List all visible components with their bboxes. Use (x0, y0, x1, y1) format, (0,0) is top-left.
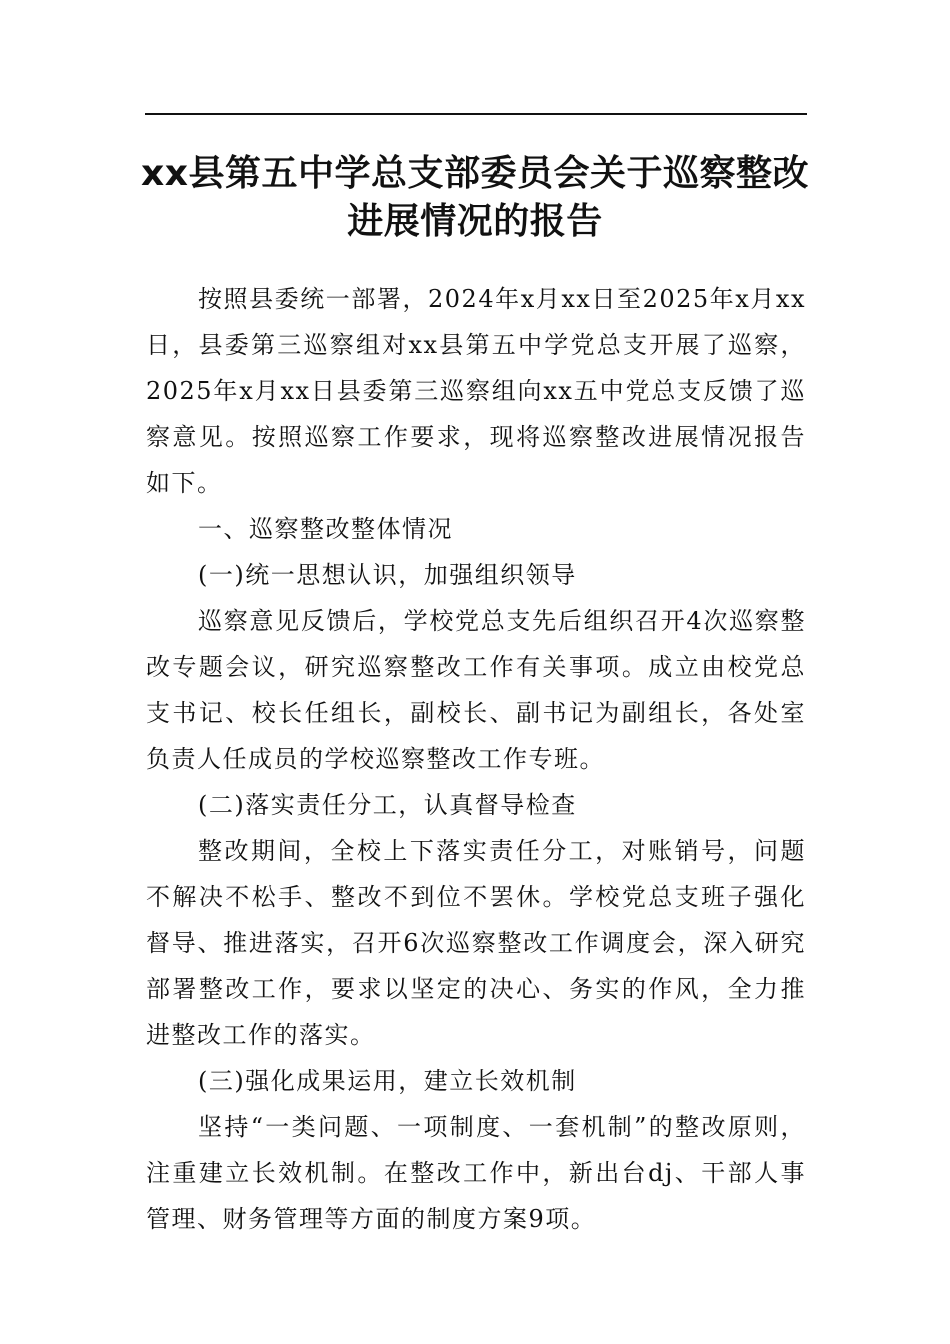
subsection-heading-2: (二)落实责任分工，认真督导检查 (198, 791, 577, 819)
title-line-1: xx县第五中学总支部委员会关于巡察整改 (141, 153, 809, 194)
document-body (146, 276, 806, 1242)
subsection-body-1: 巡察意见反馈后，学校党总支先后组织召开4次巡察整改专题会议，研究巡察整改工作有关事项。成立由校党总支书记、校长任组长，副校长、副书记为副组长，各处室负责人任成员的学校巡察整改工作专班。 (146, 607, 806, 773)
subsection-heading-3: (三)强化成果运用，建立长效机制 (198, 1067, 577, 1095)
header-divider (145, 113, 807, 115)
title-line-2: 进展情况的报告 (347, 201, 603, 242)
subsection-body-2: 整改期间，全校上下落实责任分工，对账销号，问题不解决不松手、整改不到位不罢休。学校党总支班子强化督导、推进落实，召开6次巡察整改工作调度会，深入研究部署整改工作，要求以坚定的决心、务实的作风，全力推进整改工作的落实。 (146, 837, 806, 1049)
subsection-heading-1: (一)统一思想认识，加强组织领导 (198, 561, 577, 589)
subsection-body-3: 坚持“一类问题、一项制度、一套机制”的整改原则，注重建立长效机制。在整改工作中，新出台dj、干部人事管理、财务管理等方面的制度方案9项。 (146, 1113, 806, 1233)
section-heading-1: 一、巡察整改整体情况 (198, 515, 453, 543)
intro-paragraph: 按照县委统一部署，2024年x月xx日至2025年x月xx日，县委第三巡察组对xx县第五中学党总支开展了巡察，2025年x月xx日县委第三巡察组向xx五中党总支反馈了巡察意见。按照巡察工作要求，现将巡察整改进展情况报告如下。 (146, 285, 806, 497)
document-title (120, 150, 830, 246)
